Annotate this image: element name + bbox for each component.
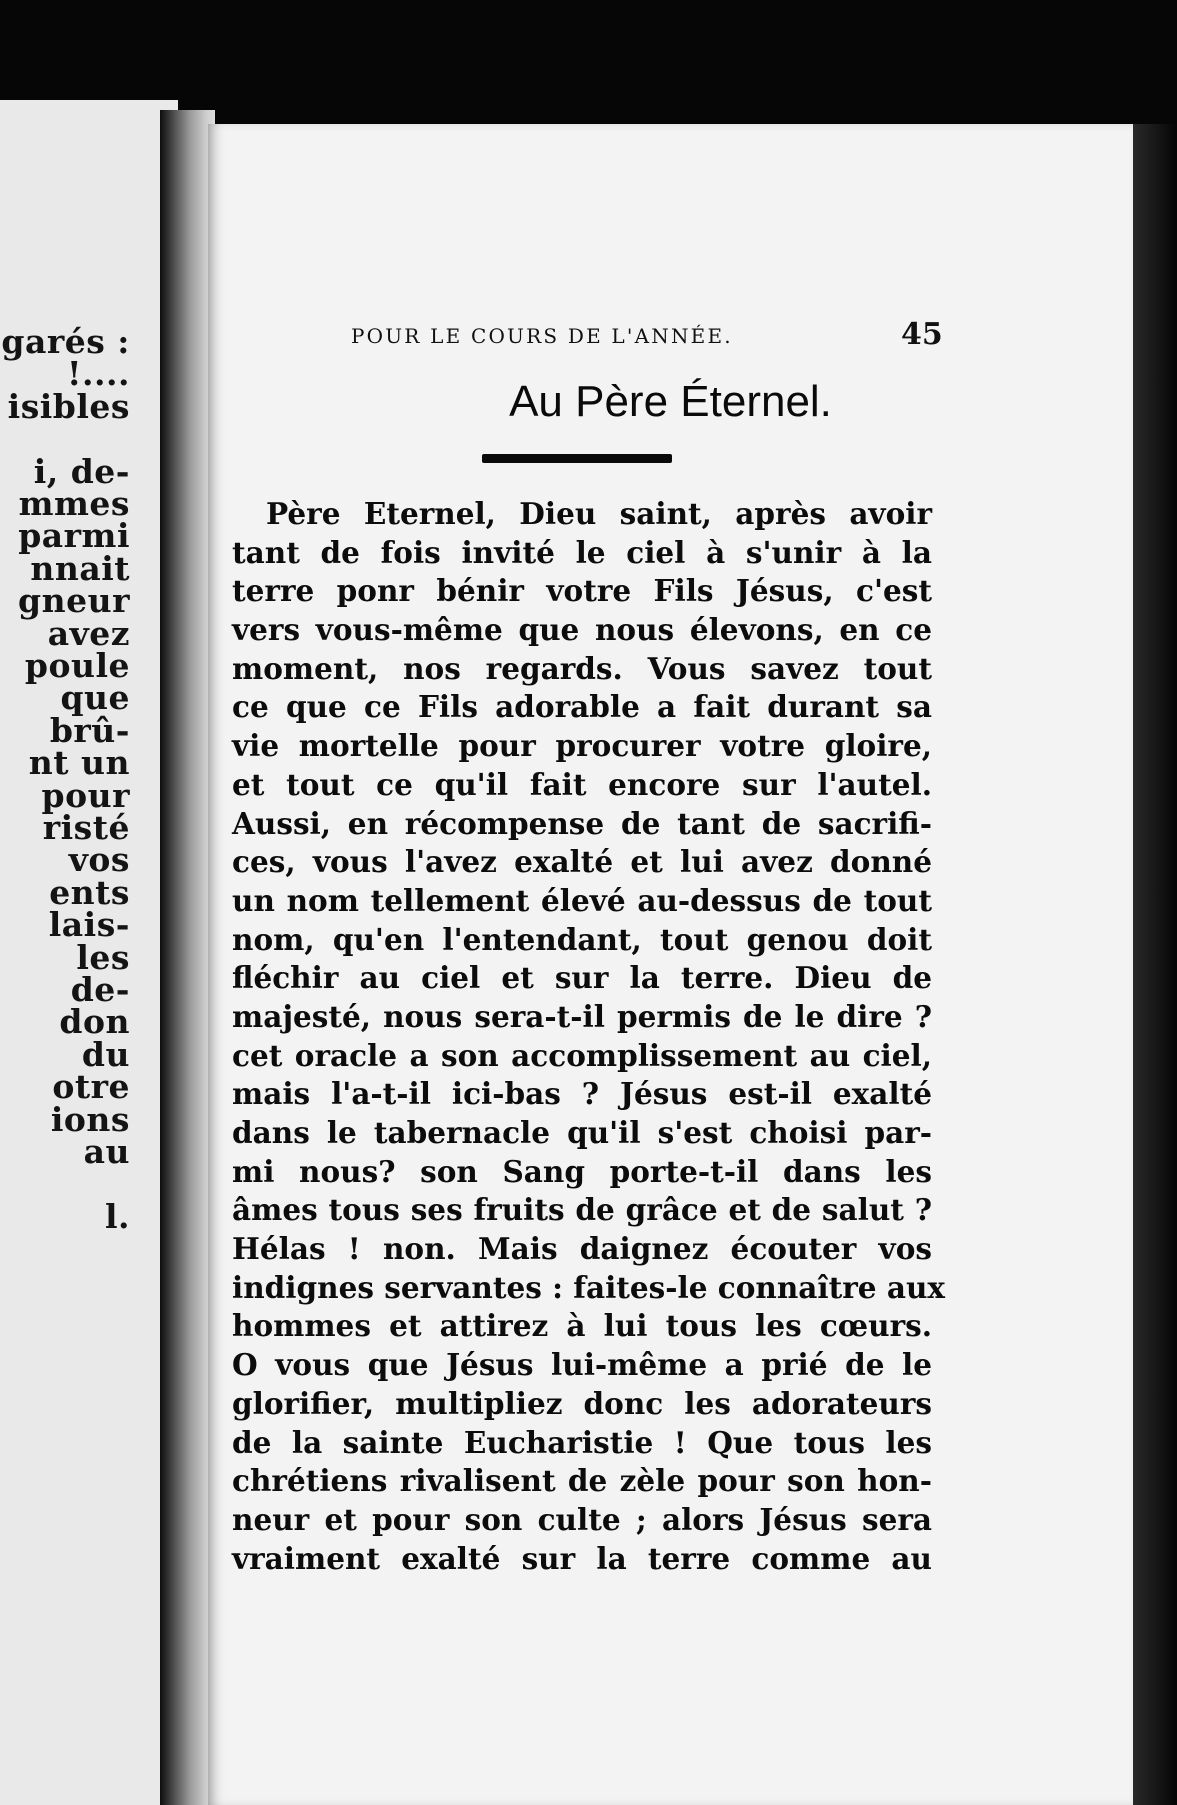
body-line: Père Eternel, Dieu saint, après avoir [266,496,932,531]
body-line: indignes servantes : faites-le connaître aux [232,1269,945,1305]
previous-page-fragment: ions [50,1099,130,1139]
book-page [208,124,1133,1805]
book-gutter [160,110,215,1805]
body-line: tant de fois invité le ciel à s'unir à la [232,534,932,570]
previous-page-fragment: parmi [18,516,130,556]
previous-page-fragment: nt un [28,743,130,783]
title-rule [482,454,672,463]
chapter-title: Au Père Éternel. [509,377,832,426]
body-line: mi nous? son Sang porte-t-il dans les [232,1153,932,1189]
previous-page-fragment: pour [41,775,130,815]
page-number: 45 [901,317,943,352]
previous-page-fragment: du [81,1034,130,1074]
body-line: moment, nos regards. Vous savez tout [232,650,932,686]
body-line: vie mortelle pour procurer votre gloire, [232,728,932,764]
previous-page-fragment: otre [52,1067,130,1107]
body-line: nom, qu'en l'entendant, tout genou doit [232,921,932,957]
body-line: O vous que Jésus lui-même a prié de le [232,1347,932,1383]
previous-page-fragment: garés : [1,322,130,361]
body-line: ces, vous l'avez exalté et lui avez donné [232,844,932,880]
previous-page-fragment: vos [68,840,130,880]
previous-page-fragment: poule [24,646,130,685]
previous-page-fragment: de- [70,970,130,1009]
previous-page-fragment: avez [47,613,130,653]
previous-page-fragment: i, de- [33,451,130,491]
previous-page-fragment: nnait [30,548,130,588]
body-line: cet oracle a son accomplissement au ciel, [232,1037,932,1073]
body-line: mais l'a-t-il ici-bas ? Jésus est-il exalté [232,1076,932,1112]
body-line: et tout ce qu'il fait encore sur l'autel. [232,766,932,802]
body-line: fléchir au ciel et sur la terre. Dieu de [232,960,932,996]
body-line: ce que ce Fils adorable a fait durant sa [232,689,932,725]
previous-page-fragment: mmes [18,484,130,523]
body-line: de la sainte Eucharistie ! Que tous les [232,1424,932,1460]
previous-page-fragment: !.... [67,354,130,394]
previous-page-fragment: risté [42,808,130,847]
previous-page-fragment: don [59,1002,130,1042]
previous-page-fragment: isibles [7,386,130,426]
body-line: chrétiens rivalisent de zèle pour son hon- [232,1463,932,1499]
previous-page-edge [0,100,178,1805]
body-line: Aussi, en récompense de tant de sacrifi- [232,805,932,841]
previous-page-fragment: brû- [49,710,130,750]
previous-page-fragment: que [60,678,130,718]
body-line: terre ponr bénir votre Fils Jésus, c'est [232,573,932,609]
page-edge-shadow [1133,124,1177,1805]
body-text [232,495,945,1578]
body-line: dans le tabernacle qu'il s'est choisi par- [232,1115,932,1150]
body-line: Hélas ! non. Mais daignez écouter vos [232,1231,932,1267]
previous-page-fragment: ents [49,872,130,912]
previous-page-fragment: au [83,1132,130,1171]
previous-page-fragment: lais- [48,905,130,945]
previous-page-fragment: l. [104,1196,130,1236]
previous-page-fragment: gneur [18,581,130,621]
body-line: un nom tellement élevé au-dessus de tout [232,882,932,918]
body-line: hommes et attirez à lui tous les cœurs. [232,1308,932,1344]
body-line: vers vous-même que nous élevons, en ce [232,612,932,648]
previous-page-fragment: les [76,937,130,977]
body-line: âmes tous ses fruits de grâce et de salut ? [232,1192,932,1228]
body-line: majesté, nous sera-t-il permis de le dire ? [232,998,932,1034]
body-line: glorifier, multipliez donc les adorateurs [232,1385,932,1421]
body-line: vraiment exalté sur la terre comme au [232,1540,932,1576]
body-line: neur et pour son culte ; alors Jésus sera [232,1501,932,1537]
running-head: POUR LE COURS DE L'ANNÉE. [351,324,733,348]
